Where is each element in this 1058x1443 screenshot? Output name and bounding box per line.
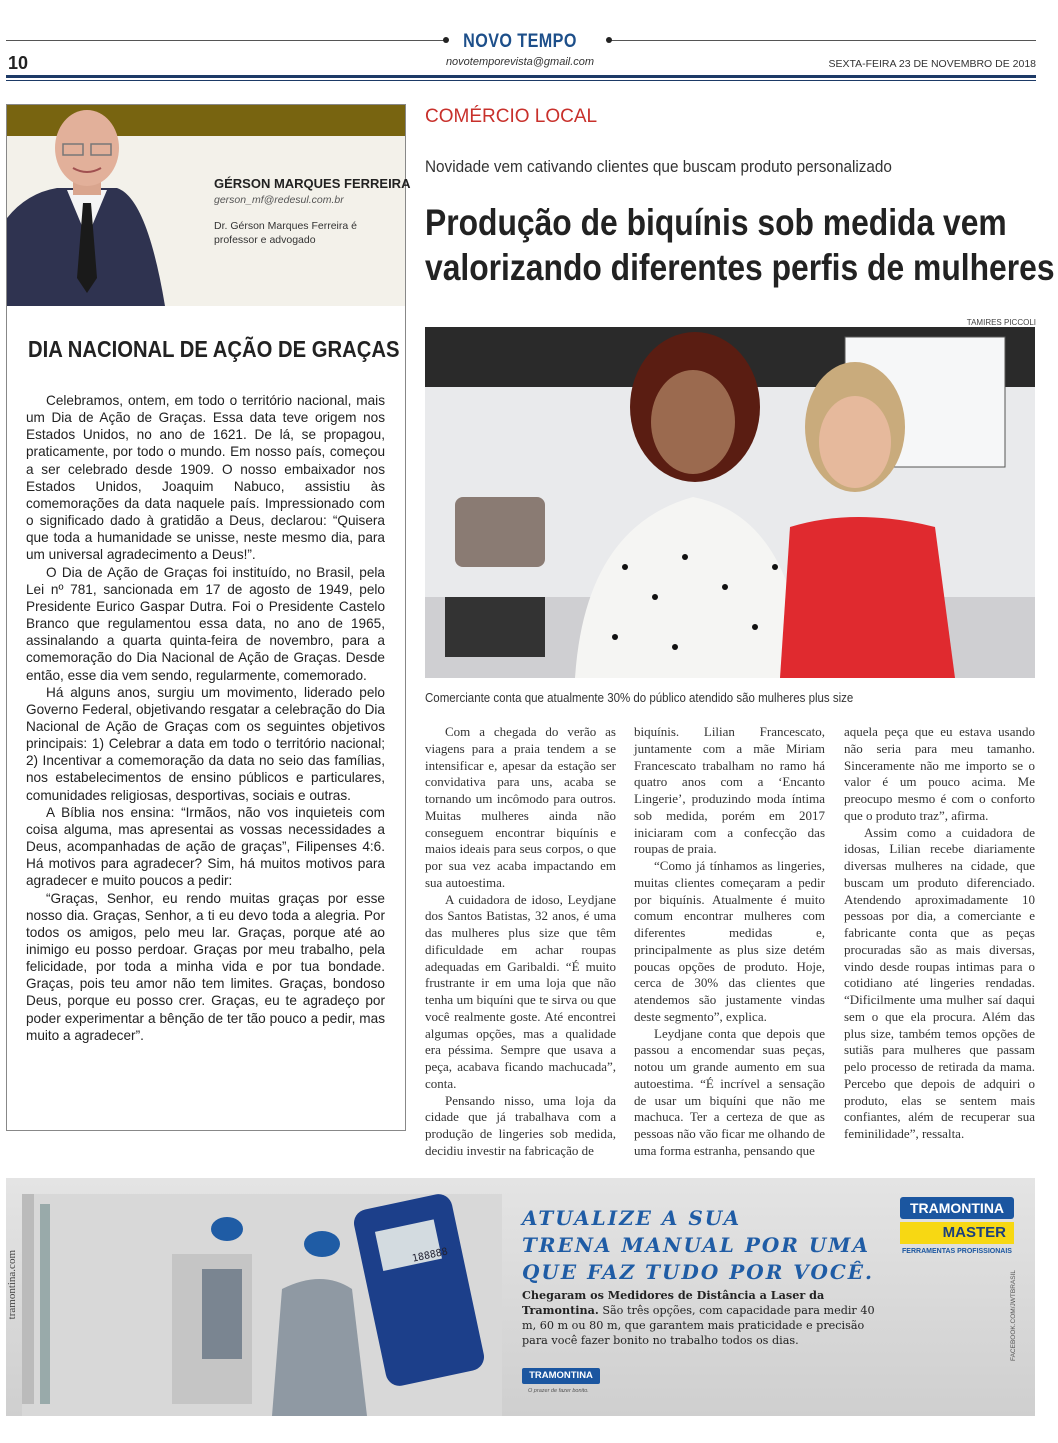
photo-credit: TAMIRES PICCOLI: [966, 318, 1036, 327]
paragraph: A Bíblia nos ensina: “Irmãos, não vos inquieteis com coisa alguma, mas apresentai as vossas necessidades a Deus, acompanhadas de ação de graças”, Filipenses 4:6. Há motivos para agradecer? Sim, há muitos motivos para agradecer e muito poucos a pedir:: [26, 804, 385, 889]
section-label: COMÉRCIO LOCAL: [425, 106, 598, 127]
tramontina-small-logo: TRAMONTINA: [522, 1368, 600, 1384]
author-bio: Dr. Gérson Marques Ferreira é professor e advogado: [214, 220, 357, 246]
article-kicker: Novidade vem cativando clientes que buscam produto personalizado: [425, 157, 892, 176]
article-photo: [425, 327, 1035, 678]
author-email[interactable]: gerson_mf@redesul.com.br: [214, 194, 344, 206]
headline-line: Produção de biquínis sob medida vem: [425, 202, 1007, 243]
paragraph: Assim como a cuidadora de idosas, Lilian recebe diariamente diversas mulheres na cidade, que buscam um produto diferenciado. Atendendo aproximadamente 10 pessoas por dia, a comerciante e fabricante conta que as peças procuradas são as mais diversas, vindo desde roupas intimas para o cotidiano até lingeries rendadas. “Dificilmente uma mulher saí daqui sem o que ela procura. Além das plus size, também temos opções de sutiãs para mulheres que passam pelo processo de retirada da mama. Percebo que depois de adquiri o produto, elas se sentem mais confiantes, além de recuperar sua feminilidade”, ressalta.: [844, 824, 1035, 1141]
ad-body: [522, 1288, 892, 1348]
headline-line: valorizando diferentes perfis de mulheres: [425, 247, 1055, 288]
paragraph: O Dia de Ação de Graças foi instituído, no Brasil, pela Lei nº 781, sancionada em 17 de agosto de 1949, pelo Presidente Eurico Gaspar Dutra. Foi o Presidente Castelo Branco que regulamentou essa data, no ano de 1965, assinalando a quarta quinta-feira de novembro, para a comemoração do Dia Nacional de Ação de Graças. Desde então, esse dia vem sendo, regularmente, comemorado.: [26, 564, 385, 683]
device-display: 188888: [411, 1246, 449, 1265]
paragraph: aquela peça que eu estava usando não seria para meu tamanho. Sinceramente não me importo se o valor é um pouco acima. Me preocupo mesmo é com o conforto que o produto traz”, afirma.: [844, 724, 1035, 823]
header-rule: [6, 80, 1036, 81]
column-title: DIA NACIONAL DE AÇÃO DE GRAÇAS: [28, 336, 400, 362]
paragraph: A cuidadora de idoso, Leydjane dos Santos Batistas, 32 anos, é uma das mulheres plus size que têm dificuldade em achar roupas adequadas em Garibaldi. “É muito frustrante ir em uma loja que não tenha um biquíni que te sirva ou que você realmente goste. Até encontrei algumas opções, mas a qualidade era péssima. Sempre que usava a peça, acabava ficando machucada”, conta.: [425, 891, 616, 1091]
tramontina-logo: TRAMONTINA: [900, 1197, 1014, 1219]
paragraph: “Como já tínhamos as lingeries, muitas clientes começaram a pedir por biquínis. Atualmente é muito comum encontrar mulheres com diferentes medidas e, principalmente as plus size detém poucas opções de produto. Hoje, cerca de 30% das clientes que atendemos são justamente vindas deste segmento”, explica.: [634, 858, 825, 1024]
paragraph: “Graças, Senhor, eu rendo muitas graças por esse nosso dia. Graças, Senhor, a ti eu devo toda a alegria. Por todos os amigos, pelo meu lar. Graças, porque até ao inimigo eu posso perdoar. Graças por meu trabalho, pela felicidade, por toda a minha vida e por tua bondade. Graças, pois teu amor não tem limites. Graças, bondoso Deus, porque eu posso crer. Graças, eu te agradeço por poder experimentar a bênção de ter tão pouco a pedir, mas muito a agradecer”.: [26, 890, 385, 1043]
ad-photo-workers: [22, 1194, 502, 1416]
header-rule: [6, 75, 1036, 78]
author-name: GÉRSON MARQUES FERREIRA: [214, 176, 411, 191]
paragraph: Pensando nisso, uma loja da cidade que já trabalhava com a produção de lingeries sob medida, decidiu investir na fabricação de: [425, 1092, 616, 1158]
column-body: [26, 392, 385, 1044]
article-column-1: [425, 724, 616, 1160]
master-logo: MASTER: [900, 1222, 1014, 1244]
newspaper-email: novotemporevista@gmail.com: [445, 56, 595, 68]
ad-website[interactable]: tramontina.com: [6, 1250, 18, 1320]
logo-subtitle: FERRAMENTAS PROFISSIONAIS: [902, 1248, 1012, 1255]
ad-headline: [522, 1205, 874, 1286]
article-column-3: [844, 724, 1035, 1143]
page-number: 10: [8, 53, 29, 73]
ad-body-lead: Chegaram os Medidores de Distância a Laser da Tramontina.: [522, 1288, 825, 1317]
article-headline: [425, 200, 1055, 290]
ad-body-text: São três opções, com capacidade para medir 40 m, 60 m ou 80 m, que garantem mais praticidade e precisão para você fazer bonito no trabalho todos os dias.: [522, 1304, 875, 1347]
ad-slogan: O prazer de fazer bonito.: [528, 1388, 589, 1394]
paragraph: Leydjane conta que depois que passou a encomendar suas peças, notou um grande aumento em sua autoestima. “É incrível a sensação de usar um biquíni que não me machuca. Ter a certeza de que as pessoas não vão ficar me olhando de uma forma estranha, pensando que: [634, 1025, 825, 1158]
article-column-2: [634, 724, 825, 1160]
ad-facebook: FACEBOOK.COM/JWTBRASIL: [1010, 1270, 1017, 1362]
paragraph: Há alguns anos, surgiu um movimento, liderado pelo Governo Federal, objetivando resgatar a celebração do Dia Nacional de Ação de Graças com os seguintes objetivos principais: 1) Celebrar a data em todo o território nacional; 2) Incentivar a comemoração da data no seio das famílias, nos estabelecimentos de ensino públicos e particulares, comunidades religiosas, desportivas, sociais e outras.: [26, 684, 385, 803]
ad-headline-line: ATUALIZE A SUA: [522, 1206, 742, 1230]
author-portrait: [7, 108, 165, 306]
paragraph: Celebramos, ontem, em todo o território nacional, mais um Dia de Ação de Graças. Essa data teve origem nos Estados Unidos, no ano de 1621. De lá, se propagou, praticamente, por todo o mundo. Em nosso país, começou a ser celebrado desde 1909. O nosso embaixador nos Estados Unidos, Joaquim Nabuco, assistiu às comemorações da data naquele país. Impressionado com o significado dado à gratidão a Deus, declarou: “Quisera que toda a humanidade se unisse, neste mesmo dia, para um universal agradecimento a Deus!”.: [26, 393, 385, 563]
newspaper-title: NOVO TEMPO: [463, 31, 577, 52]
paragraph: biquínis. Lilian Francescato, juntamente com a mãe Miriam Francescato trabalham no ramo há quatro anos com a ‘Encanto Lingerie’, produzindo moda íntima sob medida, porém em 2017 iniciaram com a confecção das roupas de praia.: [634, 724, 825, 857]
ad-headline-line: QUE FAZ TUDO POR VOCÊ.: [522, 1260, 874, 1284]
paragraph: Com a chegada do verão as viagens para a praia tendem a se intensificar e, apesar da estação ser convidativa para uns, acaba se tornando um incômodo para outros. Muitas mulheres ainda não conseguem encontrar biquínis e maios ideais para seus corpos, o que por sua vez acaba impactando em sua autoestima.: [425, 724, 616, 890]
photo-caption: Comerciante conta que atualmente 30% do público atendido são mulheres plus size: [425, 691, 854, 705]
issue-date: SEXTA-FEIRA 23 DE NOVEMBRO DE 2018: [828, 58, 1036, 70]
ad-headline-line: TRENA MANUAL POR UMA: [522, 1233, 870, 1257]
